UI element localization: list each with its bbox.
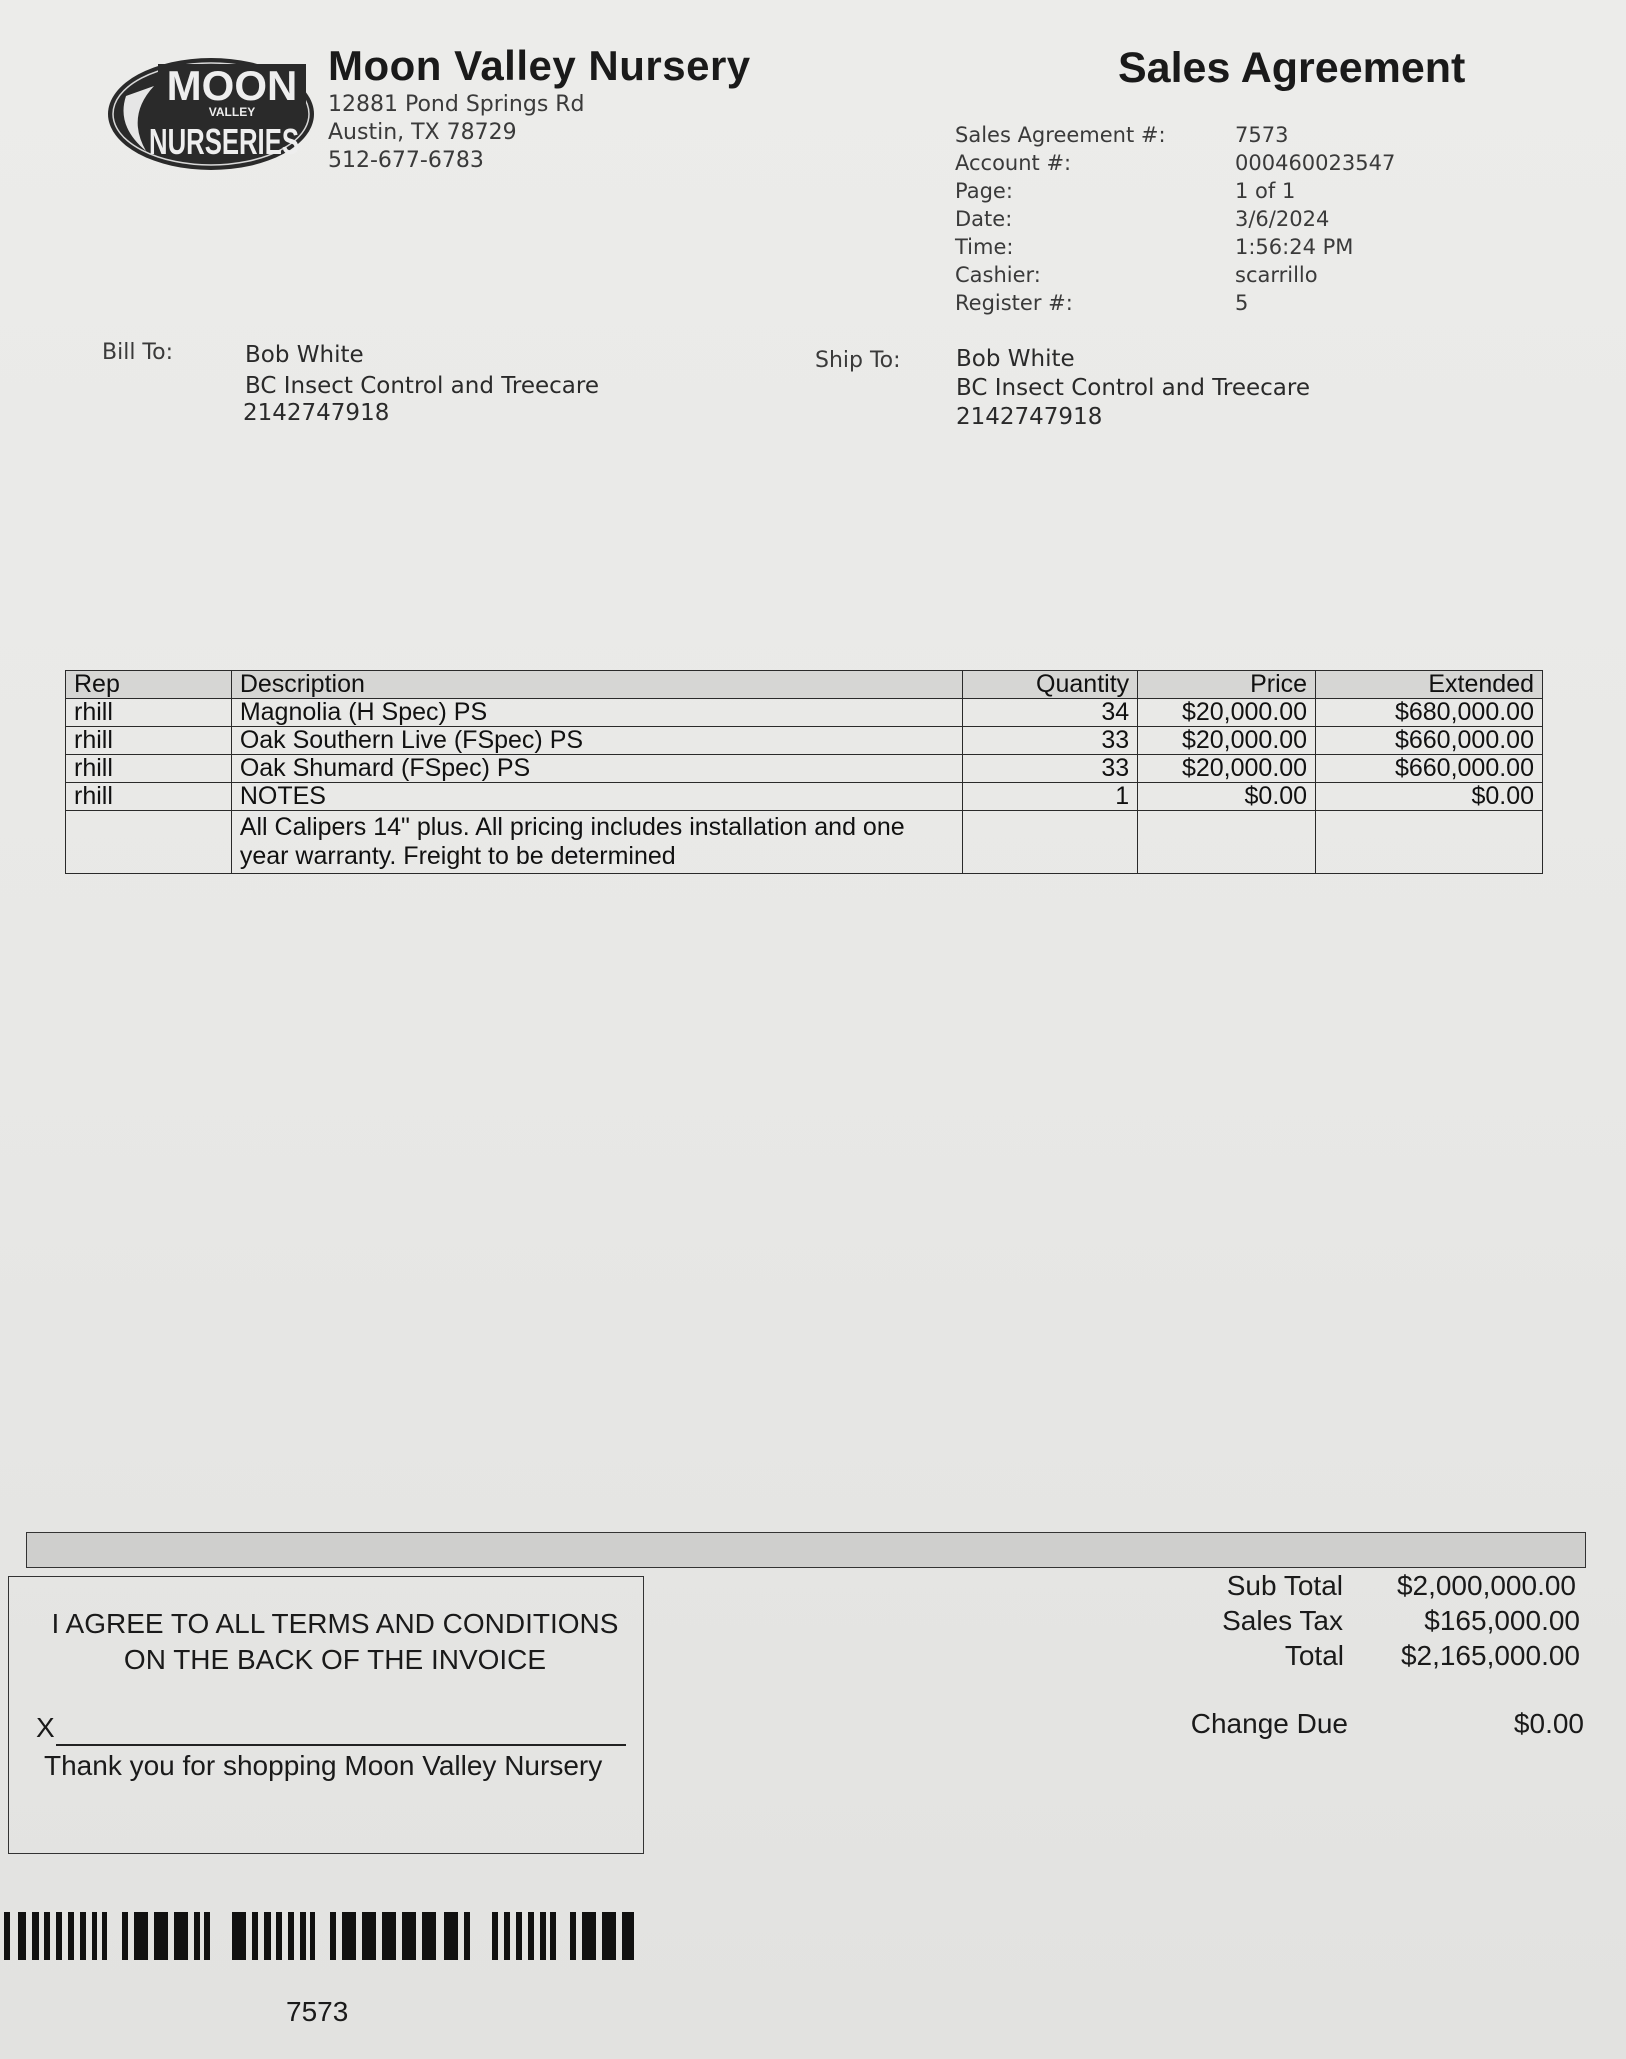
meta-label-date: Date: <box>955 207 1013 231</box>
sales-tax-value: $165,000.00 <box>1424 1605 1580 1636</box>
col-header-rep: Rep <box>66 671 232 699</box>
company-logo <box>106 56 316 172</box>
table-row <box>66 699 1543 727</box>
meta-label-cashier: Cashier: <box>955 263 1041 287</box>
cell-price: $20,000.00 <box>1138 727 1316 755</box>
cell-description: Oak Shumard (FSpec) PS <box>231 755 962 783</box>
cell-description: Oak Southern Live (FSpec) PS <box>231 727 962 755</box>
sales-tax-label: Sales Tax <box>1222 1605 1343 1636</box>
document-title: Sales Agreement <box>1118 44 1466 92</box>
cell-extended-empty <box>1316 811 1543 874</box>
cell-rep: rhill <box>66 699 232 727</box>
logo-text-nurseries: NURSERIES <box>149 121 299 162</box>
meta-label-time: Time: <box>955 235 1014 259</box>
total-value: $2,165,000.00 <box>1400 1640 1580 1671</box>
table-row <box>66 755 1543 783</box>
cell-quantity: 33 <box>963 727 1138 755</box>
change-due-label: Change Due <box>1190 1708 1348 1739</box>
bill-to-company: BC Insect Control and Treecare <box>245 373 600 399</box>
cell-extended: $0.00 <box>1316 783 1543 811</box>
total-label: Total <box>1284 1640 1344 1671</box>
signature-line[interactable] <box>56 1744 626 1746</box>
cell-rep: rhill <box>66 755 232 783</box>
barcode-number: 7573 <box>286 1996 349 2027</box>
cell-extended: $680,000.00 <box>1316 699 1543 727</box>
cell-rep-empty <box>66 811 232 874</box>
ship-to-label: Ship To: <box>815 348 901 373</box>
thank-you-message: Thank you for shopping Moon Valley Nursery <box>44 1750 603 1781</box>
agreement-line-2: ON THE BACK OF THE INVOICE <box>123 1644 547 1675</box>
meta-value-account: 000460023547 <box>1235 151 1396 175</box>
subtotal-value: $2,000,000.00 <box>1396 1570 1576 1601</box>
company-street: 12881 Pond Springs Rd <box>328 92 585 117</box>
meta-value-page: 1 of 1 <box>1235 179 1296 203</box>
logo-text-moon: MOON <box>166 62 298 109</box>
bill-to-label: Bill To: <box>102 340 173 365</box>
line-items-table <box>65 670 1543 874</box>
cell-price: $20,000.00 <box>1138 699 1316 727</box>
cell-description: Magnolia (H Spec) PS <box>231 699 962 727</box>
cell-price: $0.00 <box>1138 783 1316 811</box>
footer-divider-bar <box>26 1532 1586 1568</box>
subtotal-label: Sub Total <box>1226 1570 1343 1601</box>
col-header-description: Description <box>231 671 962 699</box>
cell-extended: $660,000.00 <box>1316 727 1543 755</box>
cell-quantity: 34 <box>963 699 1138 727</box>
cell-rep: rhill <box>66 727 232 755</box>
cell-quantity-empty <box>963 811 1138 874</box>
company-phone: 512-677-6783 <box>328 148 484 173</box>
meta-label-register: Register #: <box>955 291 1073 315</box>
cell-notes-text: All Calipers 14" plus. All pricing includes installation and one year warranty. Freight to be determined <box>231 811 962 874</box>
col-header-extended: Extended <box>1316 671 1543 699</box>
bill-to-phone: 2142747918 <box>243 400 390 426</box>
meta-value-agreement-number: 7573 <box>1235 123 1289 147</box>
ship-to-name: Bob White <box>956 346 1075 372</box>
table-row-notes <box>66 811 1543 874</box>
agreement-text <box>30 1606 640 1678</box>
meta-label-account: Account #: <box>955 151 1072 175</box>
cell-quantity: 33 <box>963 755 1138 783</box>
meta-value-cashier: scarrillo <box>1235 263 1318 287</box>
signature-x-mark: X <box>36 1712 55 1743</box>
meta-value-date: 3/6/2024 <box>1235 207 1330 231</box>
meta-value-register: 5 <box>1235 291 1249 315</box>
cell-rep: rhill <box>66 783 232 811</box>
bill-to-name: Bob White <box>245 342 364 368</box>
cell-price-empty <box>1138 811 1316 874</box>
table-row <box>66 783 1543 811</box>
change-due-value: $0.00 <box>1513 1708 1584 1739</box>
agreement-line-1: I AGREE TO ALL TERMS AND CONDITIONS <box>51 1608 619 1639</box>
table-header-row <box>66 671 1543 699</box>
meta-label-agreement-number: Sales Agreement #: <box>955 123 1166 147</box>
company-name: Moon Valley Nursery <box>328 42 751 89</box>
meta-label-page: Page: <box>955 179 1013 203</box>
ship-to-company: BC Insect Control and Treecare <box>956 375 1311 401</box>
meta-value-time: 1:56:24 PM <box>1235 235 1354 259</box>
col-header-quantity: Quantity <box>963 671 1138 699</box>
cell-description: NOTES <box>231 783 962 811</box>
cell-quantity: 1 <box>963 783 1138 811</box>
barcode <box>4 1912 636 1960</box>
ship-to-phone: 2142747918 <box>956 404 1103 430</box>
cell-extended: $660,000.00 <box>1316 755 1543 783</box>
cell-price: $20,000.00 <box>1138 755 1316 783</box>
logo-text-valley: VALLEY <box>208 105 256 119</box>
table-row <box>66 727 1543 755</box>
col-header-price: Price <box>1138 671 1316 699</box>
company-city: Austin, TX 78729 <box>328 120 517 145</box>
